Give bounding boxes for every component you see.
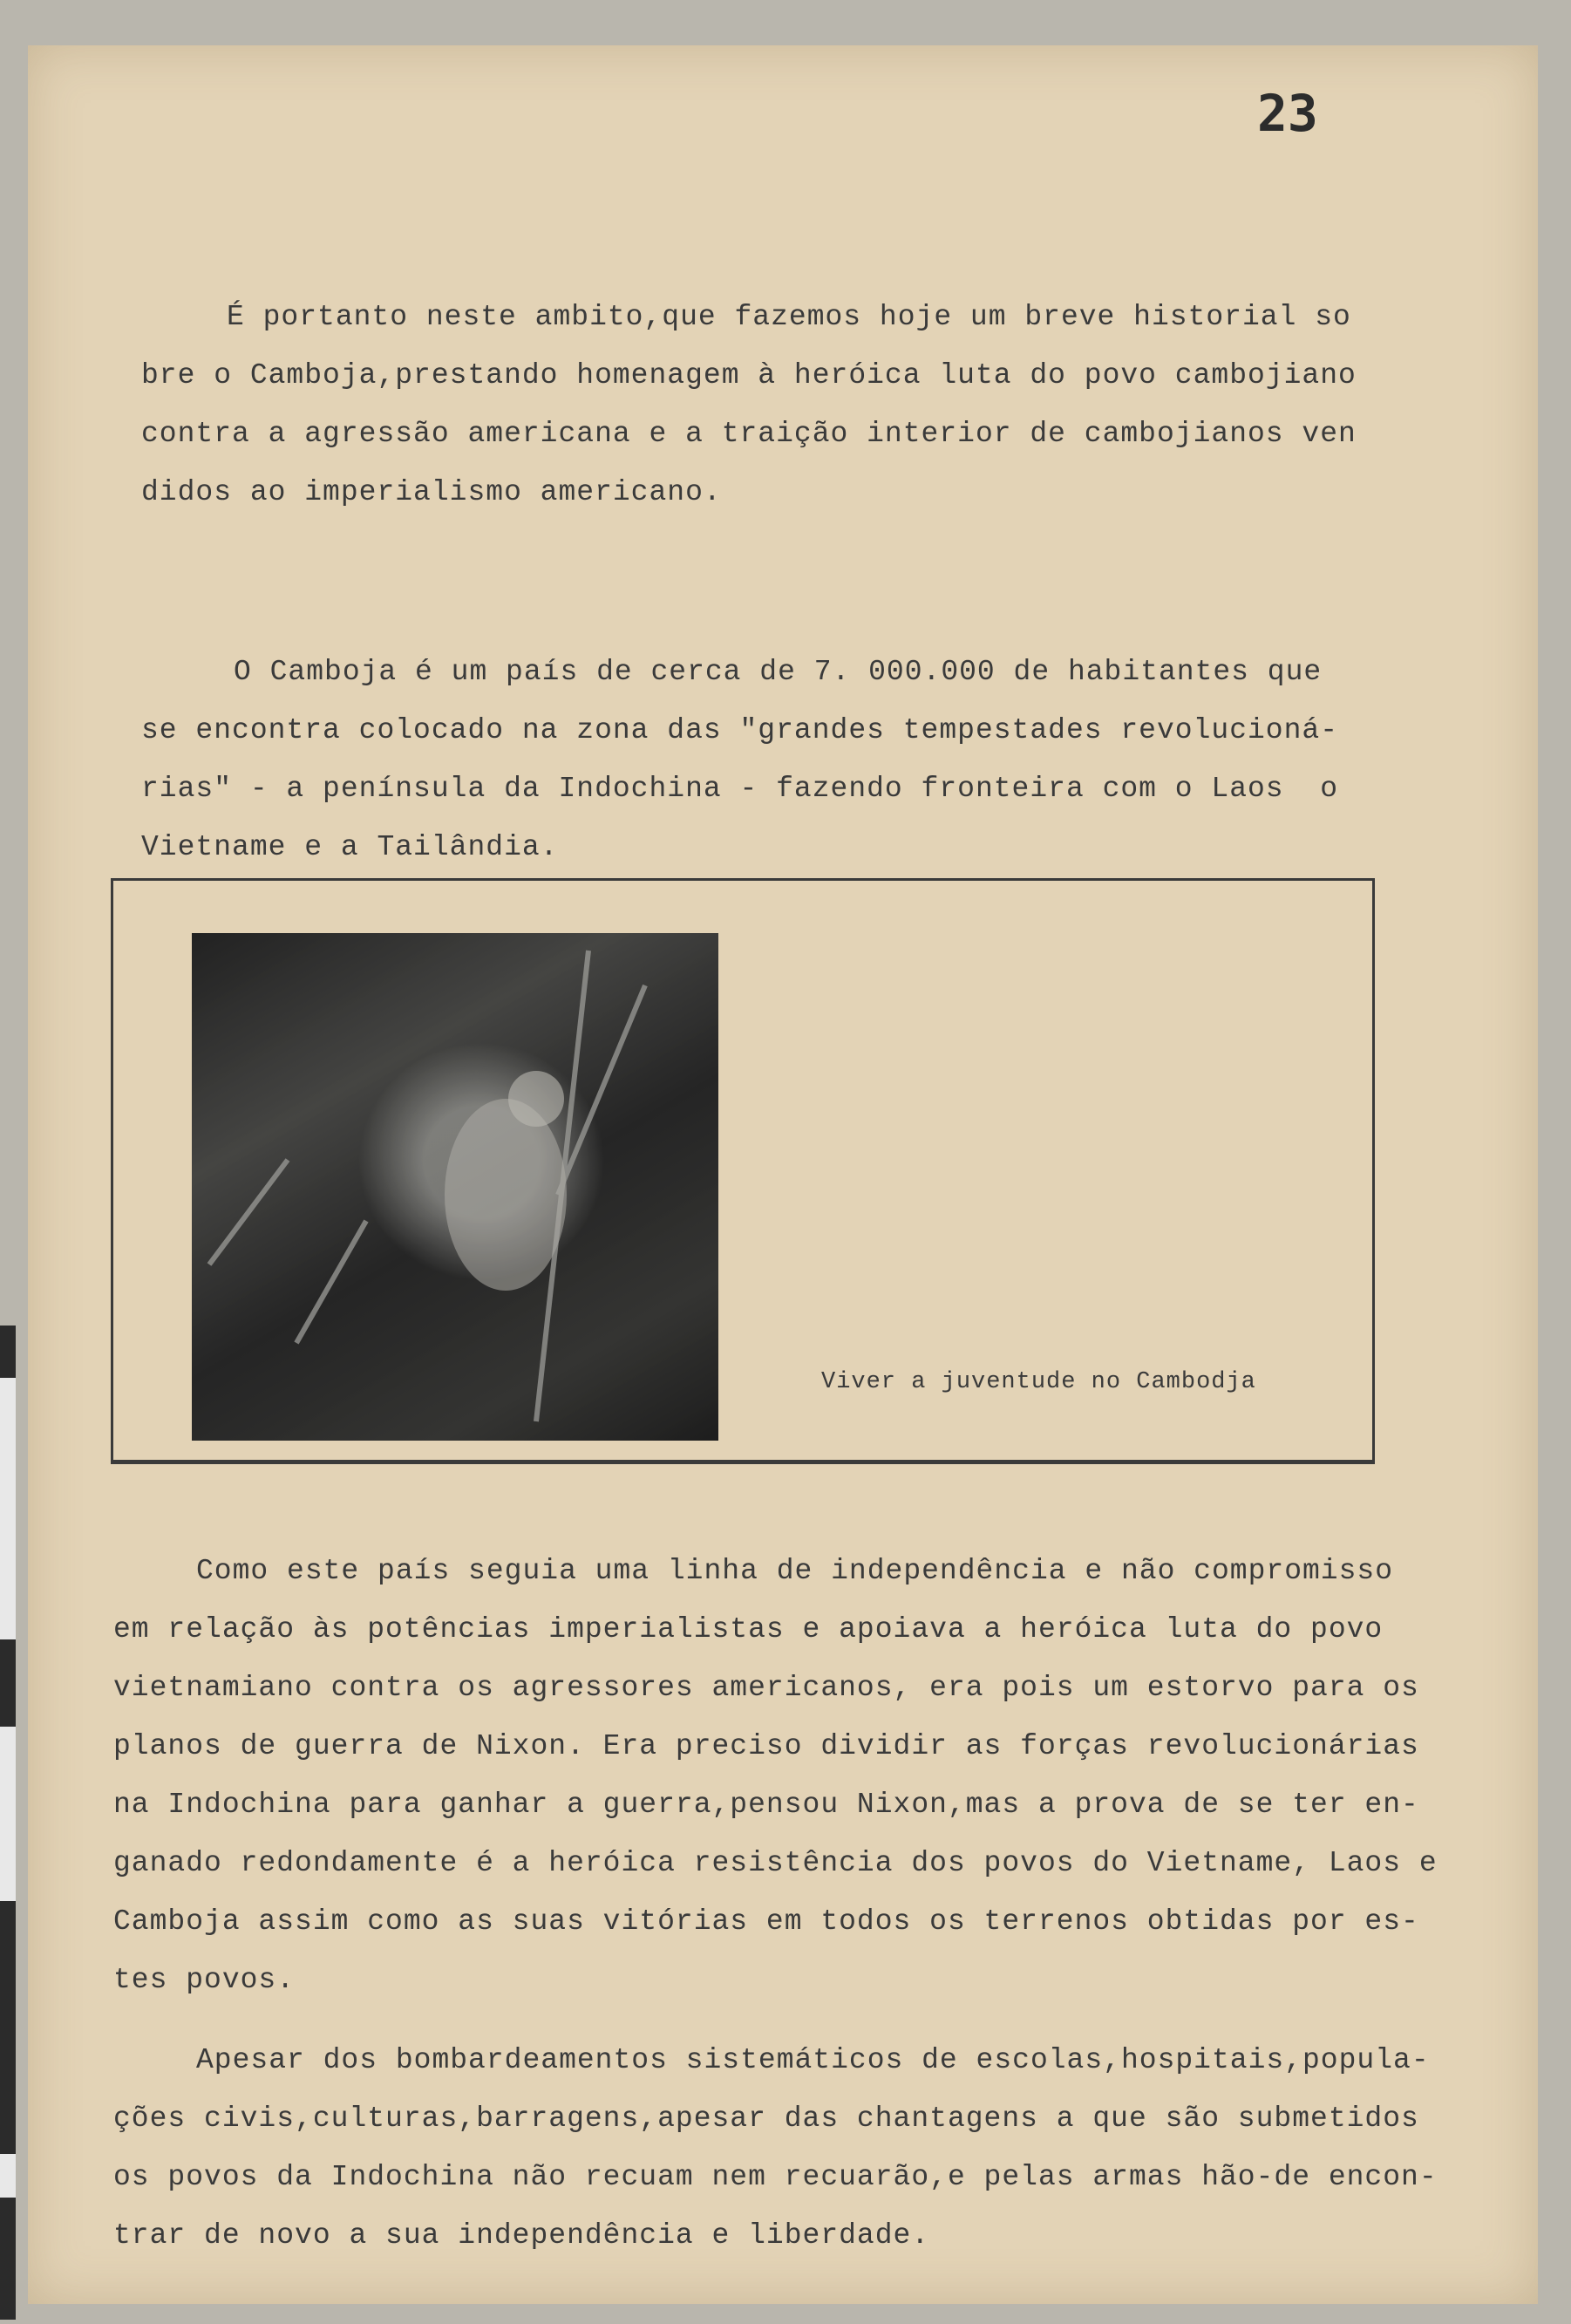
text-line: didos ao imperialismo americano. — [141, 476, 722, 508]
ruler-segment — [0, 2198, 16, 2320]
text-line: trar de novo a sua independência e liberdade. — [113, 2219, 930, 2252]
text-line: se encontra colocado na zona das "grandes tempestades revolucioná- — [141, 714, 1339, 746]
figure-frame — [111, 878, 1375, 1464]
text-line: Apesar dos bombardeamentos sistemáticos de escolas,hospitais,popula- — [196, 2044, 1430, 2076]
scale-ruler — [0, 1326, 16, 2320]
text-line: em relação às potências imperialistas e apoiava a heróica luta do povo — [113, 1613, 1384, 1646]
document-page — [28, 45, 1538, 2304]
text-line: bre o Camboja,prestando homenagem à heróica luta do povo cambojiano — [141, 359, 1357, 392]
text-line: rias" - a península da Indochina - fazendo fronteira com o Laos o — [141, 773, 1339, 805]
halftone-photo — [192, 933, 718, 1441]
text-line: planos de guerra de Nixon. Era preciso dividir as forças revolucionárias — [113, 1730, 1419, 1762]
text-line: vietnamiano contra os agressores americanos, era pois um estorvo para os — [113, 1672, 1419, 1704]
ruler-segment — [0, 1326, 16, 1378]
text-line: O Camboja é um país de cerca de 7. 000.000 de habitantes que — [234, 656, 1323, 688]
page-number: 23 — [1257, 84, 1318, 143]
text-line: ganado redondamente é a heróica resistência dos povos do Vietname, Laos e — [113, 1847, 1438, 1879]
text-line: os povos da Indochina não recuam nem recuarão,e pelas armas hão-de encon- — [113, 2161, 1438, 2193]
ruler-segment — [0, 1639, 16, 1727]
text-line: Vietname e a Tailândia. — [141, 831, 559, 863]
text-line: Camboja assim como as suas vitórias em todos os terrenos obtidas por es- — [113, 1905, 1419, 1938]
text-line: na Indochina para ganhar a guerra,pensou Nixon,mas a prova de se ter en- — [113, 1789, 1419, 1821]
text-line: tes povos. — [113, 1964, 296, 1996]
figure-caption: Viver a juventude no Cambodja — [821, 1369, 1256, 1395]
text-line: ções civis,culturas,barragens,apesar das chantagens a que são submetidos — [113, 2103, 1419, 2135]
text-line: É portanto neste ambito,que fazemos hoje um breve historial so — [227, 301, 1351, 333]
ruler-segment — [0, 1901, 16, 2154]
text-line: contra a agressão americana e a traição interior de cambojianos ven — [141, 418, 1357, 450]
text-line: Como este país seguia uma linha de independência e não compromisso — [196, 1555, 1394, 1587]
